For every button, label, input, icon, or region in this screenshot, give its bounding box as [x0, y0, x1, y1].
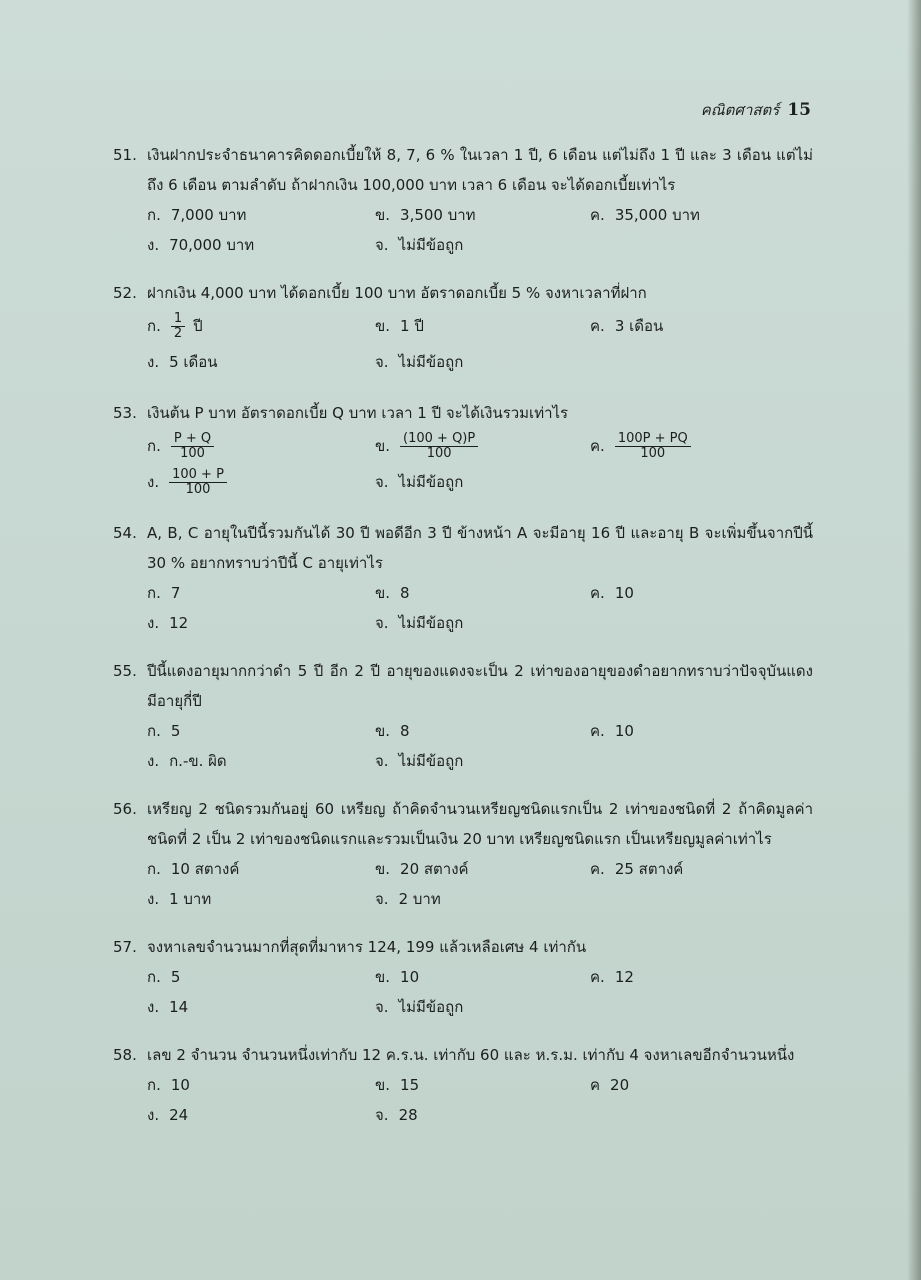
option-text: 5: [170, 722, 181, 740]
option-text: 12: [614, 968, 634, 986]
answer-option[interactable]: [590, 716, 810, 746]
option-label: ข.: [375, 206, 391, 224]
option-label: ง.: [147, 1106, 160, 1124]
option-label: จ.: [375, 473, 389, 491]
fraction: [171, 312, 185, 341]
answer-option[interactable]: [375, 716, 590, 746]
answer-option[interactable]: [147, 746, 375, 776]
answer-options: [147, 578, 813, 638]
question-text: ฝากเงิน 4,000 บาท ได้ดอกเบี้ย 100 บาท อัตราดอกเบี้ย 5 % จงหาเวลาที่ฝาก: [147, 284, 647, 302]
fraction-numerator: (100 + Q)P: [400, 432, 478, 447]
option-label: ก.: [147, 206, 161, 224]
option-text: 20 สตางค์: [400, 860, 469, 878]
page-header: [701, 98, 811, 122]
question-text: ปีนี้แดงอายุมากกว่าดำ 5 ปี อีก 2 ปี อายุของแดงจะเป็น 2 เท่าของอายุของดำอยากทราบว่าปัจจุบันแดงมีอายุกี่ปี: [147, 662, 813, 710]
option-text: 20: [610, 1076, 630, 1094]
answer-option[interactable]: [375, 884, 590, 914]
option-label: ค.: [590, 437, 605, 455]
question-text: A, B, C อายุในปีนี้รวมกันได้ 30 ปี พอดีอีก 3 ปี ข้างหน้า A จะมีอายุ 16 ปี และอายุ B จะเพิ่มขึ้นจากปีนี้ 30 % อยากทราบว่าปีนี้ C อายุเท่าไร: [147, 524, 813, 572]
option-label: ข.: [375, 860, 391, 878]
subject-title: คณิตศาสตร์: [700, 101, 780, 119]
answer-options: [147, 428, 813, 500]
option-label: ก.: [147, 1076, 161, 1094]
option-text: 28: [398, 1106, 418, 1124]
option-label: ก.: [147, 317, 161, 335]
answer-option[interactable]: [590, 578, 810, 608]
question-6: [113, 794, 813, 914]
option-text: 1 ปี: [400, 317, 424, 335]
option-label: ข.: [375, 968, 391, 986]
option-text: 12: [169, 614, 189, 632]
option-text: 8: [400, 722, 410, 740]
option-label: จ.: [375, 1106, 389, 1124]
option-label: จ.: [375, 236, 389, 254]
option-text: 5: [170, 968, 181, 986]
question-stem: [113, 278, 813, 308]
page-number: 15: [787, 100, 811, 120]
option-label: ก.: [147, 860, 161, 878]
option-text: 8: [400, 584, 410, 602]
question-text: เลข 2 จำนวน จำนวนหนึ่งเท่ากับ 12 ค.ร.น. เท่ากับ 60 และ ห.ร.ม. เท่ากับ 4 จงหาเลขอีกจำนวนหนึ่ง: [147, 1046, 795, 1064]
question-stem: [113, 398, 813, 428]
option-label: ง.: [147, 614, 160, 632]
answer-option[interactable]: [375, 962, 590, 992]
question-8: [113, 1040, 813, 1130]
answer-option[interactable]: [375, 308, 590, 344]
fraction: [615, 432, 691, 461]
answer-options: [147, 308, 813, 380]
fraction-denominator: 100: [185, 481, 211, 497]
option-label: จ.: [375, 353, 389, 371]
fraction-numerator: 100 + P: [169, 468, 227, 483]
answer-option[interactable]: [590, 1070, 810, 1100]
answer-option[interactable]: [147, 1100, 375, 1130]
question-number: 55.: [113, 662, 137, 680]
question-stem: [113, 140, 813, 200]
question-number: 52.: [113, 284, 137, 302]
fraction-numerator: P + Q: [171, 432, 214, 447]
option-label: ข.: [375, 584, 391, 602]
option-text: 7,000 บาท: [170, 206, 247, 224]
answer-options: [147, 200, 813, 260]
question-stem: [113, 932, 813, 962]
fraction-denominator: 2: [173, 325, 183, 341]
option-label: ข.: [375, 1076, 391, 1094]
question-1: [113, 140, 813, 260]
option-text: ปี: [193, 317, 203, 335]
option-text: ไม่มีข้อถูก: [398, 998, 464, 1016]
option-text: ไม่มีข้อถูก: [398, 353, 464, 371]
option-label: ก.: [147, 584, 161, 602]
option-text: ไม่มีข้อถูก: [398, 752, 464, 770]
option-label: ค.: [590, 860, 605, 878]
fraction-denominator: 100: [180, 445, 205, 461]
answer-option[interactable]: [147, 200, 375, 230]
option-label: ค.: [590, 722, 605, 740]
option-label: จ.: [375, 614, 389, 632]
option-text: 10: [170, 1076, 190, 1094]
option-text: 3,500 บาท: [400, 206, 476, 224]
answer-option[interactable]: [375, 608, 590, 638]
option-text: 10: [614, 722, 634, 740]
answer-option[interactable]: [147, 854, 375, 884]
question-number: 56.: [113, 800, 137, 818]
answer-option[interactable]: [375, 230, 590, 260]
question-text: จงหาเลขจำนวนมากที่สุดที่มาหาร 124, 199 แล้วเหลือเศษ 4 เท่ากัน: [147, 938, 587, 956]
answer-option[interactable]: [375, 344, 590, 380]
question-2: [113, 278, 813, 380]
answer-option[interactable]: [147, 962, 375, 992]
answer-option[interactable]: [590, 308, 810, 344]
option-text: 15: [400, 1076, 420, 1094]
fraction-numerator: 100P + PQ: [615, 432, 691, 447]
question-3: [113, 398, 813, 500]
option-text: 70,000 บาท: [169, 236, 255, 254]
option-label: ค.: [590, 317, 605, 335]
answer-option[interactable]: [147, 578, 375, 608]
option-label: ค.: [590, 206, 605, 224]
answer-option[interactable]: [147, 230, 375, 260]
fraction: [169, 468, 227, 497]
answer-options: [147, 1070, 813, 1130]
option-label: ง.: [147, 353, 160, 371]
option-label: ข.: [375, 722, 391, 740]
option-text: 35,000 บาท: [614, 206, 700, 224]
question-text: เงินฝากประจำธนาคารคิดดอกเบี้ยให้ 8, 7, 6 % ในเวลา 1 ปี, 6 เดือน แต่ไม่ถึง 1 ปี และ 3 เดือน แต่ไม่ถึง 6 เดือน ตามลำดับ ถ้าฝากเงิน 100,000 บาท เวลา 6 เดือน จะได้ดอกเบี้ยเท่าไร: [147, 146, 813, 194]
question-stem: [113, 1040, 813, 1070]
option-label: ง.: [147, 752, 160, 770]
question-number: 53.: [113, 404, 137, 422]
option-text: ไม่มีข้อถูก: [398, 614, 464, 632]
answer-option[interactable]: [375, 578, 590, 608]
answer-option[interactable]: [590, 962, 810, 992]
option-text: 10: [400, 968, 420, 986]
answer-option[interactable]: [375, 992, 590, 1022]
option-label: ค.: [590, 584, 605, 602]
option-label: ค.: [590, 968, 605, 986]
answer-option[interactable]: [375, 464, 590, 500]
answer-option[interactable]: [590, 428, 810, 464]
option-text: 5 เดือน: [169, 353, 218, 371]
question-4: [113, 518, 813, 638]
option-label: ง.: [147, 473, 160, 491]
answer-option[interactable]: [147, 464, 375, 500]
answer-option[interactable]: [375, 1100, 590, 1130]
question-list: [113, 140, 813, 1148]
answer-option[interactable]: [147, 716, 375, 746]
answer-option[interactable]: [375, 428, 590, 464]
answer-options: [147, 716, 813, 776]
answer-option[interactable]: [375, 1070, 590, 1100]
fraction-denominator: 100: [426, 445, 452, 461]
option-label: จ.: [375, 998, 389, 1016]
option-label: จ.: [375, 752, 389, 770]
option-text: 1 บาท: [169, 890, 212, 908]
option-label: ง.: [147, 998, 160, 1016]
question-stem: [113, 518, 813, 578]
question-stem: [113, 794, 813, 854]
question-number: 58.: [113, 1046, 137, 1064]
answer-option[interactable]: [375, 854, 590, 884]
question-7: [113, 932, 813, 1022]
answer-option[interactable]: [590, 200, 810, 230]
option-text: 25 สตางค์: [614, 860, 684, 878]
option-text: ไม่มีข้อถูก: [398, 473, 464, 491]
option-label: ง.: [147, 890, 160, 908]
question-text: เงินต้น P บาท อัตราดอกเบี้ย Q บาท เวลา 1 ปี จะได้เงินรวมเท่าไร: [147, 404, 569, 422]
option-label: ก.: [147, 437, 161, 455]
question-text: เหรียญ 2 ชนิดรวมกันอยู่ 60 เหรียญ ถ้าคิดจำนวนเหรียญชนิดแรกเป็น 2 เท่าของชนิดที่ 2 ถ้าคิดมูลค่าชนิดที่ 2 เป็น 2 เท่าของชนิดแรกและรวมเป็นเงิน 20 บาท เหรียญชนิดแรก เป็นเหรียญมูลค่าเท่าไร: [147, 800, 813, 848]
answer-option[interactable]: [375, 200, 590, 230]
answer-option[interactable]: [147, 884, 375, 914]
option-text: ก.-ข. ผิด: [169, 752, 227, 770]
answer-option[interactable]: [147, 344, 375, 380]
answer-option[interactable]: [375, 746, 590, 776]
answer-option[interactable]: [147, 1070, 375, 1100]
option-label: ก.: [147, 722, 161, 740]
option-text: 24: [169, 1106, 189, 1124]
option-text: 2 บาท: [398, 890, 441, 908]
option-label: ข.: [375, 317, 391, 335]
question-number: 51.: [113, 146, 137, 164]
question-5: [113, 656, 813, 776]
option-text: 10: [614, 584, 634, 602]
option-label: ค: [590, 1076, 601, 1094]
answer-option[interactable]: [147, 308, 375, 344]
option-text: 10 สตางค์: [170, 860, 240, 878]
option-text: ไม่มีข้อถูก: [398, 236, 464, 254]
option-label: ก.: [147, 968, 161, 986]
option-text: 7: [170, 584, 181, 602]
question-number: 54.: [113, 524, 137, 542]
option-text: 14: [169, 998, 189, 1016]
answer-options: [147, 854, 813, 914]
answer-option[interactable]: [147, 608, 375, 638]
question-number: 57.: [113, 938, 137, 956]
fraction-denominator: 100: [640, 445, 666, 461]
question-stem: [113, 656, 813, 716]
answer-option[interactable]: [147, 992, 375, 1022]
fraction: [400, 432, 478, 461]
answer-option[interactable]: [147, 428, 375, 464]
option-label: จ.: [375, 890, 389, 908]
answer-options: [147, 962, 813, 1022]
fraction: [171, 432, 214, 461]
option-label: ข.: [375, 437, 391, 455]
option-text: 3 เดือน: [614, 317, 664, 335]
answer-option[interactable]: [590, 854, 810, 884]
option-label: ง.: [147, 236, 160, 254]
fraction-numerator: 1: [171, 312, 185, 327]
